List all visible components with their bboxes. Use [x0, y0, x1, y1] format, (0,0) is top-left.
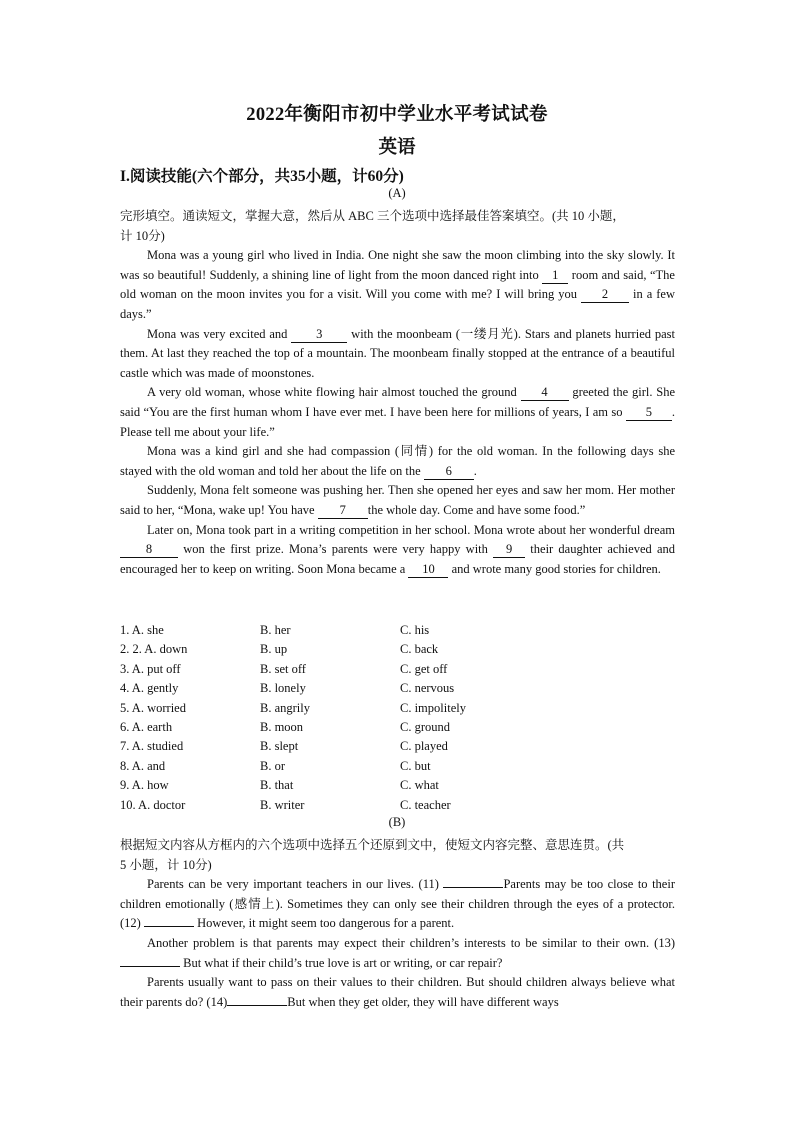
option-a[interactable]: 3. A. put off	[120, 661, 181, 676]
option-row	[120, 737, 620, 756]
blank-7[interactable]: 7	[318, 503, 368, 519]
option-c[interactable]: C. played	[400, 739, 448, 754]
option-b[interactable]: B. slept	[260, 739, 299, 754]
blank-5[interactable]: 5	[626, 405, 672, 421]
part-a-passage	[120, 207, 675, 579]
part-b-instructions: 根据短文内容从方框内的六个选项中选择五个还原到文中，使短文内容完整、意思连贯。(共 5 小题，计 10分)	[120, 838, 625, 872]
option-row	[120, 796, 620, 815]
option-b[interactable]: B. lonely	[260, 681, 306, 696]
option-c[interactable]: C. teacher	[400, 797, 451, 812]
paragraph-4: Mona was a kind girl and she had compassion (同情) for the old woman. In the following days she stayed with the old woman and told her about the life on the 6 .	[120, 444, 675, 478]
paragraph-1: Mona was a young girl who lived in India. One night she saw the moon climbing into the sky slowly. It was so beautiful! Suddenly, a shining line of light from the moon danced right into 1 room and said, “The old woman on the moon invites you for a visit. Will you come with me? I will bring you 2 in a few days.”	[120, 248, 675, 321]
option-b[interactable]: B. set off	[260, 661, 306, 676]
blank-2[interactable]: 2	[581, 287, 629, 303]
option-b[interactable]: B. writer	[260, 797, 305, 812]
part-b-passage	[120, 836, 675, 1012]
option-c[interactable]: C. impolitely	[400, 700, 466, 715]
option-b[interactable]: B. up	[260, 642, 288, 657]
option-a[interactable]: 1. A. she	[120, 623, 164, 637]
blank-8[interactable]: 8	[120, 542, 178, 558]
part-a-instructions: 完形填空。通读短文，掌握大意，然后从 ABC 三个选项中选择最佳答案填空。(共 10 小题， 计 10分)	[120, 209, 625, 243]
option-a[interactable]: 9. A. how	[120, 778, 169, 793]
option-row	[120, 699, 620, 718]
option-row	[120, 757, 620, 776]
option-a[interactable]: 6. A. earth	[120, 719, 173, 734]
option-b[interactable]: B. her	[260, 623, 291, 637]
option-b[interactable]: B. that	[260, 778, 294, 793]
paragraph-b1: Parents can be very important teachers in our lives. (11) Parents may be too close to their children emotionally (感情上). Sometimes they can only see their children through the eyes of a protector. (12) However, it might seem too dangerous for a parent.	[120, 877, 675, 931]
option-c[interactable]: C. get off	[400, 661, 448, 676]
option-a[interactable]: 8. A. and	[120, 758, 166, 773]
option-c[interactable]: C. what	[400, 778, 439, 793]
option-b[interactable]: B. moon	[260, 719, 304, 734]
option-row	[120, 718, 620, 737]
option-c[interactable]: C. his	[400, 623, 430, 637]
paragraph-b3: Parents usually want to pass on their values to their children. But should children always believe what their parents do? (14) But when they get older, they will have different ways	[120, 975, 675, 1009]
blank-6[interactable]: 6	[424, 464, 474, 480]
option-row	[120, 679, 620, 698]
option-c[interactable]: C. nervous	[400, 681, 455, 696]
blank-3[interactable]: 3	[291, 327, 347, 343]
paragraph-3: A very old woman, whose white flowing hair almost touched the ground 4 greeted the girl. She said “You are the first human whom I have ever met. I have been here for millions of years, I am so 5 . Please tell me about your life.”	[120, 385, 675, 439]
option-a[interactable]: 4. A. gently	[120, 681, 179, 696]
option-row	[120, 621, 620, 640]
paragraph-5: Suddenly, Mona felt someone was pushing her. Then she opened her eyes and saw her mom. Her mother said to her, “Mona, wake up! You have 7 the whole day. Come and have some food.”	[120, 483, 675, 517]
blank-4[interactable]: 4	[521, 385, 569, 401]
paragraph-6: Later on, Mona took part in a writing competition in her school. Mona wrote about her wonderful dream 8 won the first prize. Mona’s parents were very happy with 9 their daughter achieved and encouraged her to keep on writing. Soon Mona became a 10 and wrote many good stories for children.	[120, 522, 675, 576]
option-c[interactable]: C. ground	[400, 719, 450, 734]
option-a[interactable]: 7. A. studied	[120, 739, 184, 754]
option-a[interactable]: 5. A. worried	[120, 700, 186, 715]
blank-11[interactable]	[443, 887, 503, 888]
paragraph-2: Mona was very excited and 3 with the moonbeam (一缕月光). Stars and planets hurried past them. At last they reached the top of a mountain. The moonbeam finally stopped at the entrance of a beautiful castle which was made of moonstones.	[120, 326, 675, 380]
blank-10[interactable]: 10	[408, 562, 448, 578]
options-table	[120, 621, 620, 815]
blank-13[interactable]	[120, 966, 180, 967]
option-c[interactable]: C. but	[400, 758, 431, 773]
option-a[interactable]: 2. 2. A. down	[120, 642, 188, 657]
paragraph-b2: Another problem is that parents may expect their children’s interests to be similar to their own. (13) But what if their child’s true love is art or writing, or car repair?	[120, 934, 675, 973]
option-b[interactable]: B. or	[260, 758, 285, 773]
option-row	[120, 640, 620, 659]
blank-14[interactable]	[227, 1005, 287, 1006]
blank-12[interactable]	[144, 926, 194, 927]
option-b[interactable]: B. angrily	[260, 700, 310, 715]
option-row	[120, 660, 620, 679]
blank-9[interactable]: 9	[493, 542, 525, 558]
option-a[interactable]: 10. A. doctor	[120, 797, 186, 812]
blank-1[interactable]: 1	[542, 268, 568, 284]
section-heading: I.阅读技能(六个部分，共35小题，计60分)	[120, 168, 404, 185]
subject-title: 英语	[378, 138, 416, 158]
option-row	[120, 776, 620, 795]
part-a-marker: (A)	[388, 186, 406, 200]
option-c[interactable]: C. back	[400, 642, 439, 657]
part-b-marker: (B)	[388, 815, 406, 829]
exam-title: 2022年衡阳市初中学业水平考试试卷	[246, 105, 548, 125]
